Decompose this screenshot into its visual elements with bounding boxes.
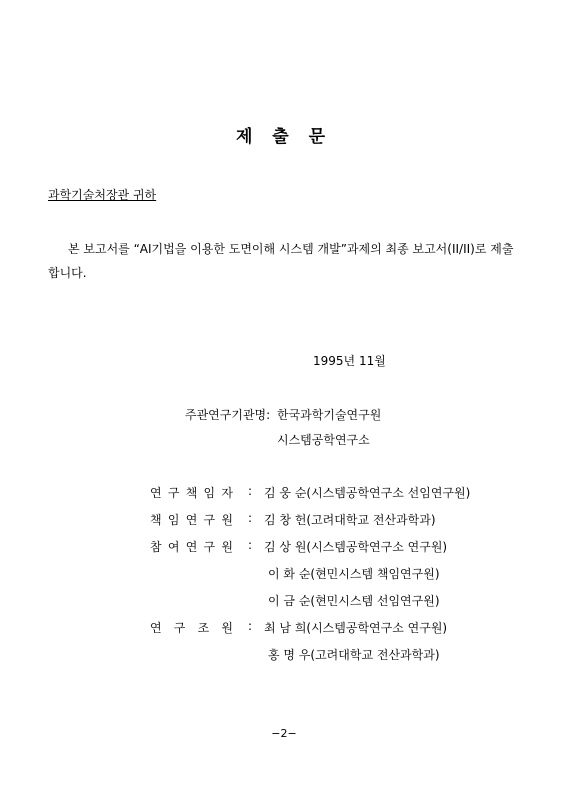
staff-role: 연 구 조 원 [150, 621, 233, 635]
page-number: −2− [271, 727, 297, 740]
staff-name: 김 상 원(시스템공학연구소 연구원) [264, 540, 448, 554]
organization-sub: 시스템공학연구소 [277, 433, 370, 447]
statement-line-1: 본 보고서를 “AI기법을 이용한 도면이해 시스템 개발”과제의 최종 보고서(II/II)로 제출 [68, 242, 514, 256]
staff-colon: : [248, 511, 253, 525]
staff-role: 책 임 연 구 원 [150, 513, 233, 527]
staff-colon: : [248, 538, 253, 552]
staff-name: 김 창 헌(고려대학교 전산과학과) [264, 513, 436, 527]
staff-name: 김 웅 순(시스템공학연구소 선임연구원) [264, 486, 471, 500]
staff-name: 최 남 희(시스템공학연구소 연구원) [264, 621, 448, 635]
staff-name: 홍 명 우(고려대학교 전산과학과) [268, 648, 440, 662]
statement-line-2: 합니다. [48, 266, 87, 280]
addressee: 과학기술처장관 귀하 [48, 188, 157, 202]
organization-name: 한국과학기술연구원 [277, 408, 382, 422]
staff-colon: : [248, 619, 253, 633]
document-title: 제 출 문 [235, 127, 333, 147]
submission-statement [48, 237, 520, 285]
staff-name: 이 금 순(현민시스템 선임연구원) [268, 594, 440, 608]
organization-label: 주관연구기관명: [185, 408, 271, 422]
staff-role: 연 구 책 임 자 [150, 486, 233, 500]
staff-colon: : [248, 484, 253, 498]
submission-date: 1995년 11월 [313, 354, 386, 368]
staff-role: 참 여 연 구 원 [150, 540, 233, 554]
staff-name: 이 화 순(현민시스템 책임연구원) [268, 567, 440, 581]
